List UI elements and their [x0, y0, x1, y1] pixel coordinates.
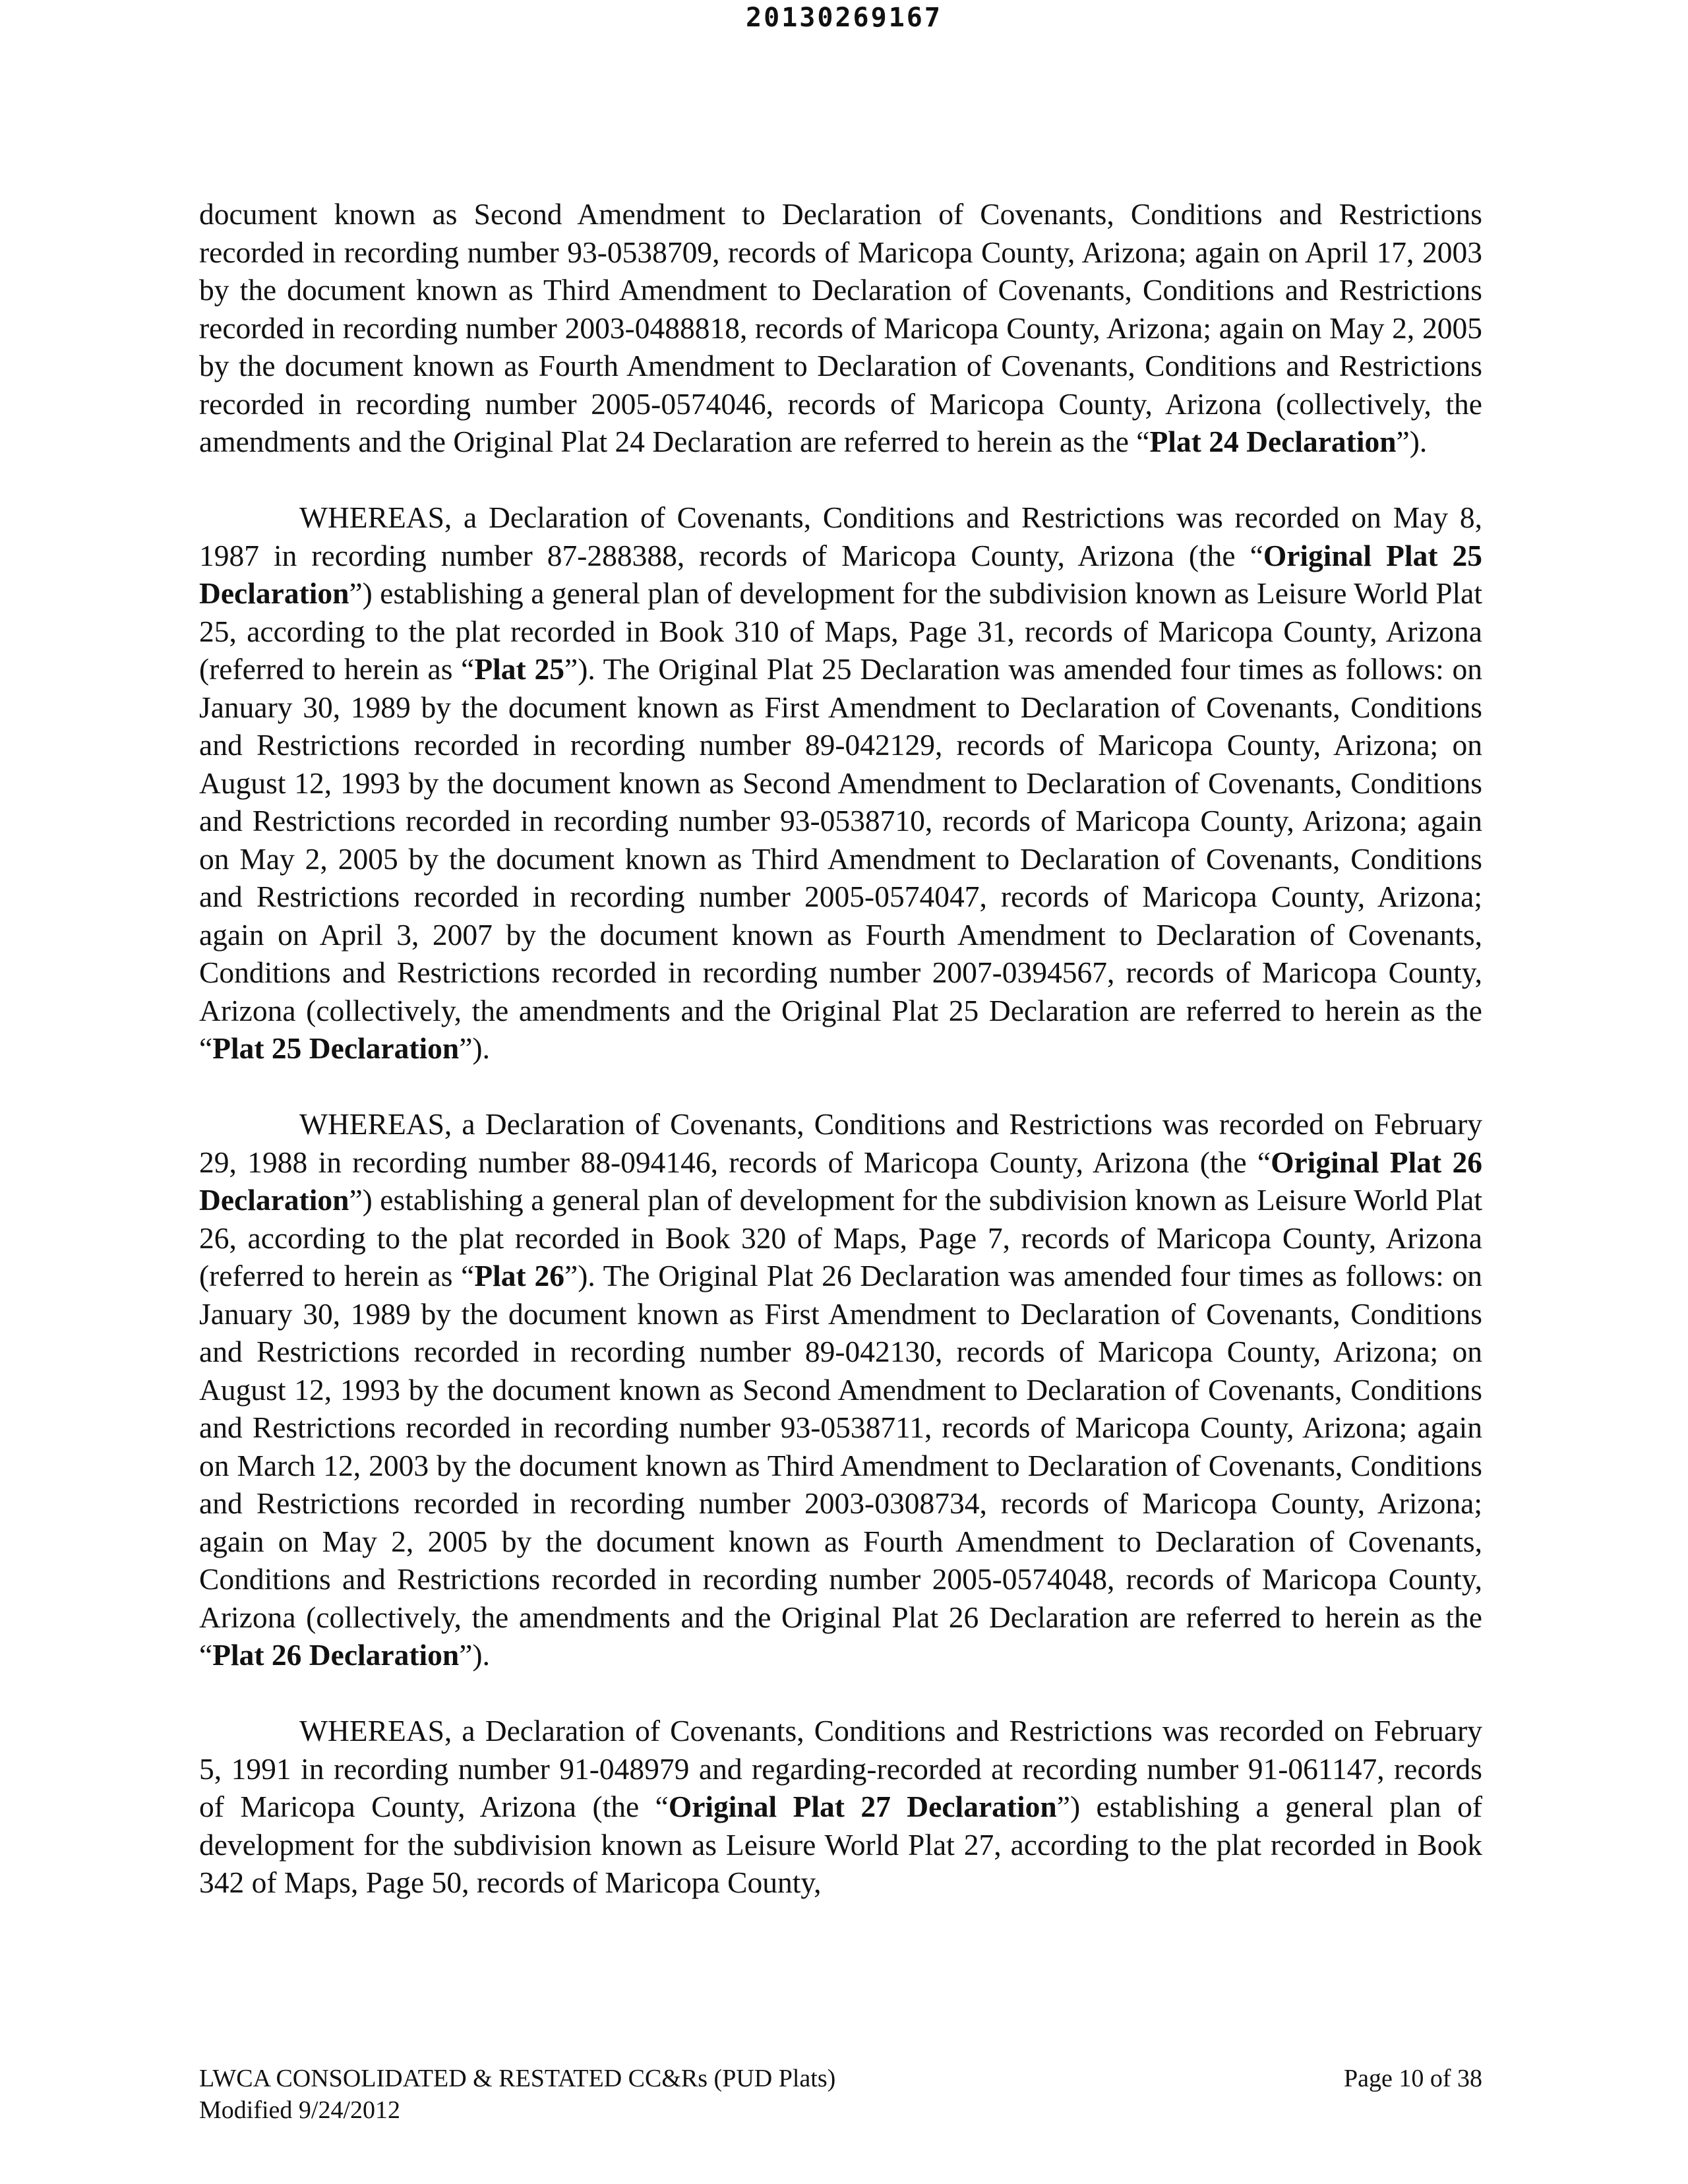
defined-term: Plat 26 Declaration: [212, 1638, 460, 1672]
paragraph-text: ”).: [459, 1031, 490, 1065]
defined-term: Plat 26: [474, 1259, 564, 1292]
defined-term: Plat 24 Declaration: [1149, 425, 1397, 458]
defined-term: Original Plat 25 Declaration: [199, 538, 1482, 610]
recording-number: 20130269167: [746, 3, 942, 33]
paragraph-plat-25: [199, 499, 1482, 1068]
defined-term: Plat 25 Declaration: [212, 1031, 460, 1065]
document-body: [199, 195, 1482, 1939]
paragraph-text: ”) establishing a general plan of development for the subdivision known as Leisure World Plat 26, according to the plat recorded in Book 320 of Maps, Page 7, records of Maricopa County, Arizona (referred to herein as “: [199, 1183, 1482, 1292]
paragraph-plat-27: [199, 1712, 1482, 1902]
paragraph-text: ”).: [1396, 425, 1428, 458]
footer-document-title: LWCA CONSOLIDATED & RESTATED CC&Rs (PUD Plats): [199, 2065, 836, 2092]
paragraph-text: ”) establishing a general plan of development for the subdivision known as Leisure World Plat 27, according to the plat recorded in Book 342 of Maps, Page 50, records of Maricopa County,: [199, 1790, 1482, 1899]
paragraph-text: document known as Second Amendment to Declaration of Covenants, Conditions and Restrictions recorded in recording number 93-0538709, records of Maricopa County, Arizona; again on April 17, 2003 by the document known as Third Amendment to Declaration of Covenants, Conditions and Restrictions recorded in recording number 2003-0488818, records of Maricopa County, Arizona; again on May 2, 2005 by the document known as Fourth Amendment to Declaration of Covenants, Conditions and Restrictions recorded in recording number 2005-0574046, records of Maricopa County, Arizona (collectively, the amendments and the Original Plat 24 Declaration are referred to herein as the “: [199, 197, 1482, 458]
paragraph-plat-26: [199, 1105, 1482, 1674]
paragraph-text: WHEREAS, a Declaration of Covenants, Conditions and Restrictions was recorded on February 29, 1988 in recording number 88-094146, records of Maricopa County, Arizona (the “: [199, 1107, 1482, 1179]
defined-term: Original Plat 26 Declaration: [199, 1145, 1482, 1217]
paragraph-text: ”).: [459, 1638, 490, 1672]
paragraph-text: ”). The Original Plat 25 Declaration was amended four times as follows: on January 30, 1989 by the document known as First Amendment to Declaration of Covenants, Conditions and Restrictions recorded in recording number 89-042129, records of Maricopa County, Arizona; on August 12, 1993 by the document known as Second Amendment to Declaration of Covenants, Conditions and Restrictions recorded in recording number 93-0538710, records of Maricopa County, Arizona; again on May 2, 2005 by the document known as Third Amendment to Declaration of Covenants, Conditions and Restrictions recorded in recording number 2005-0574047, records of Maricopa County, Arizona; again on April 3, 2007 by the document known as Fourth Amendment to Declaration of Covenants, Conditions and Restrictions recorded in recording number 2007-0394567, records of Maricopa County, Arizona (collectively, the amendments and the Original Plat 25 Declaration are referred to herein as the “: [199, 652, 1482, 1065]
footer-left: [199, 2063, 835, 2126]
paragraph-plat-24-continued: [199, 195, 1482, 461]
paragraph-text: WHEREAS, a Declaration of Covenants, Conditions and Restrictions was recorded on May 8, 1987 in recording number 87-288388, records of Maricopa County, Arizona (the “: [199, 501, 1482, 572]
paragraph-text: ”) establishing a general plan of development for the subdivision known as Leisure World Plat 25, according to the plat recorded in Book 310 of Maps, Page 31, records of Maricopa County, Arizona (referred to herein as “: [199, 576, 1482, 686]
paragraph-text: ”). The Original Plat 26 Declaration was amended four times as follows: on January 30, 1989 by the document known as First Amendment to Declaration of Covenants, Conditions and Restrictions recorded in recording number 89-042130, records of Maricopa County, Arizona; on August 12, 1993 by the document known as Second Amendment to Declaration of Covenants, Conditions and Restrictions recorded in recording number 93-0538711, records of Maricopa County, Arizona; again on March 12, 2003 by the document known as Third Amendment to Declaration of Covenants, Conditions and Restrictions recorded in recording number 2003-0308734, records of Maricopa County, Arizona; again on May 2, 2005 by the document known as Fourth Amendment to Declaration of Covenants, Conditions and Restrictions recorded in recording number 2005-0574048, records of Maricopa County, Arizona (collectively, the amendments and the Original Plat 26 Declaration are referred to herein as the “: [199, 1259, 1482, 1672]
footer-page-number: Page 10 of 38: [1343, 2065, 1482, 2092]
defined-term: Plat 25: [474, 652, 564, 686]
footer-modified-date: Modified 9/24/2012: [199, 2096, 401, 2124]
paragraph-text: WHEREAS, a Declaration of Covenants, Conditions and Restrictions was recorded on February 5, 1991 in recording number 91-048979 and regarding-recorded at recording number 91-061147, records of Maricopa County, Arizona (the “: [199, 1714, 1482, 1823]
defined-term: Original Plat 27 Declaration: [668, 1790, 1057, 1823]
